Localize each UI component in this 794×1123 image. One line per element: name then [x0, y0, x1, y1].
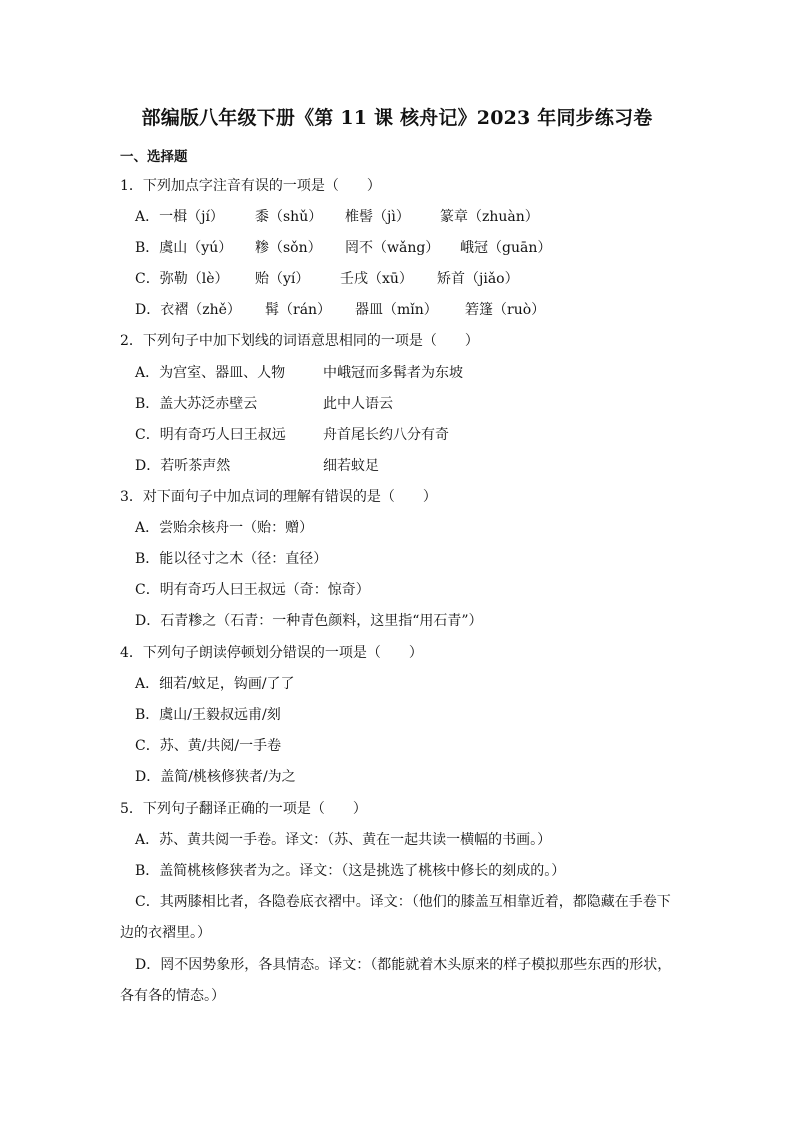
option-cell: C．弥勒（lè）	[135, 271, 229, 287]
question-4-option-b: B．虞山/王毅叔远甫/刻	[135, 707, 281, 723]
question-5-option-d-continued: 各有各的情态。）	[120, 988, 225, 1004]
question-5-option-d: D．罔不因势象形，各具情态。译文：（都能就着木头原来的样子模拟那些东西的形状，	[135, 957, 672, 973]
question-3-option-c: C．明有奇巧人曰王叔远（奇：惊奇）	[135, 582, 370, 598]
option-cell: 矫首（jiǎo）	[437, 271, 519, 287]
question-2-stem: 2．下列句子中加下划线的词语意思相同的一项是（ ）	[120, 333, 479, 349]
question-5-option-c-continued: 边的衣褶里。）	[120, 925, 211, 941]
option-cell: B．虞山（yú）	[135, 240, 233, 256]
question-4-stem: 4．下列句子朗读停顿划分错误的一项是（ ）	[120, 645, 423, 661]
question-5-option-b: B．盖简桃核修狭者为之。译文：（这是挑选了桃核中修长的刻成的。）	[135, 863, 566, 879]
option-cell: A．一楫（jí）	[135, 209, 224, 225]
option-cell: 细若蚊足	[323, 458, 379, 474]
question-3-stem: 3．对下面句子中加点词的理解有错误的是（ ）	[120, 489, 437, 505]
question-3-option-b: B．能以径寸之木（径：直径）	[135, 551, 328, 567]
question-3-option-d: D．石青糁之（石青：一种青色颜料，这里指“用石青”）	[135, 613, 483, 629]
option-cell: 椎髻（jì）	[345, 209, 410, 225]
option-cell: D．若听茶声然	[135, 458, 231, 474]
option-cell: 舟首尾长约八分有奇	[323, 427, 449, 443]
option-cell: C．明有奇巧人曰王叔远	[135, 427, 286, 443]
question-4-option-d: D．盖简/桃核修狭者/为之	[135, 769, 296, 785]
page-title: 部编版八年级下册《第 11 课 核舟记》2023 年同步练习卷	[141, 107, 653, 129]
question-5-option-a: A．苏、黄共阅一手卷。译文：（苏、黄在一起共读一横幅的书画。）	[135, 832, 552, 848]
option-cell: 器皿（mǐn）	[355, 302, 438, 318]
question-5-option-c: C．其两膝相比者，各隐卷底衣褶中。译文：（他们的膝盖互相靠近着，都隐藏在手卷下	[135, 894, 671, 910]
option-cell: A．为宫室、器皿、人物	[135, 365, 286, 381]
option-cell: 峨冠（guān）	[460, 240, 552, 256]
option-cell: 箬篷（ruò）	[465, 302, 546, 318]
option-cell: 髯（rán）	[265, 302, 332, 318]
option-cell: 篆章（zhuàn）	[440, 209, 539, 225]
section-heading: 一、选择题	[120, 149, 188, 165]
question-1-stem: 1．下列加点字注音有误的一项是（ ）	[120, 178, 381, 194]
option-cell: 中峨冠而多髯者为东坡	[323, 365, 463, 381]
option-cell: 壬戌（xū）	[340, 271, 413, 287]
option-cell: D．衣褶（zhě）	[135, 302, 241, 318]
option-cell: 糁（sǒn）	[255, 240, 322, 256]
option-cell: 罔不（wǎng）	[345, 240, 440, 256]
option-cell: 此中人语云	[323, 396, 393, 412]
option-cell: 贻（yí）	[255, 271, 310, 287]
question-5-stem: 5．下列句子翻译正确的一项是（ ）	[120, 801, 367, 817]
question-3-option-a: A．尝贻余核舟一（贻：赠）	[135, 520, 314, 536]
question-4-option-c: C．苏、黄/共阅/一手卷	[135, 738, 282, 754]
option-cell: 黍（shǔ）	[255, 209, 323, 225]
question-4-option-a: A．细若/蚊足，钩画/了了	[135, 676, 295, 692]
option-cell: B．盖大苏泛赤壁云	[135, 396, 258, 412]
